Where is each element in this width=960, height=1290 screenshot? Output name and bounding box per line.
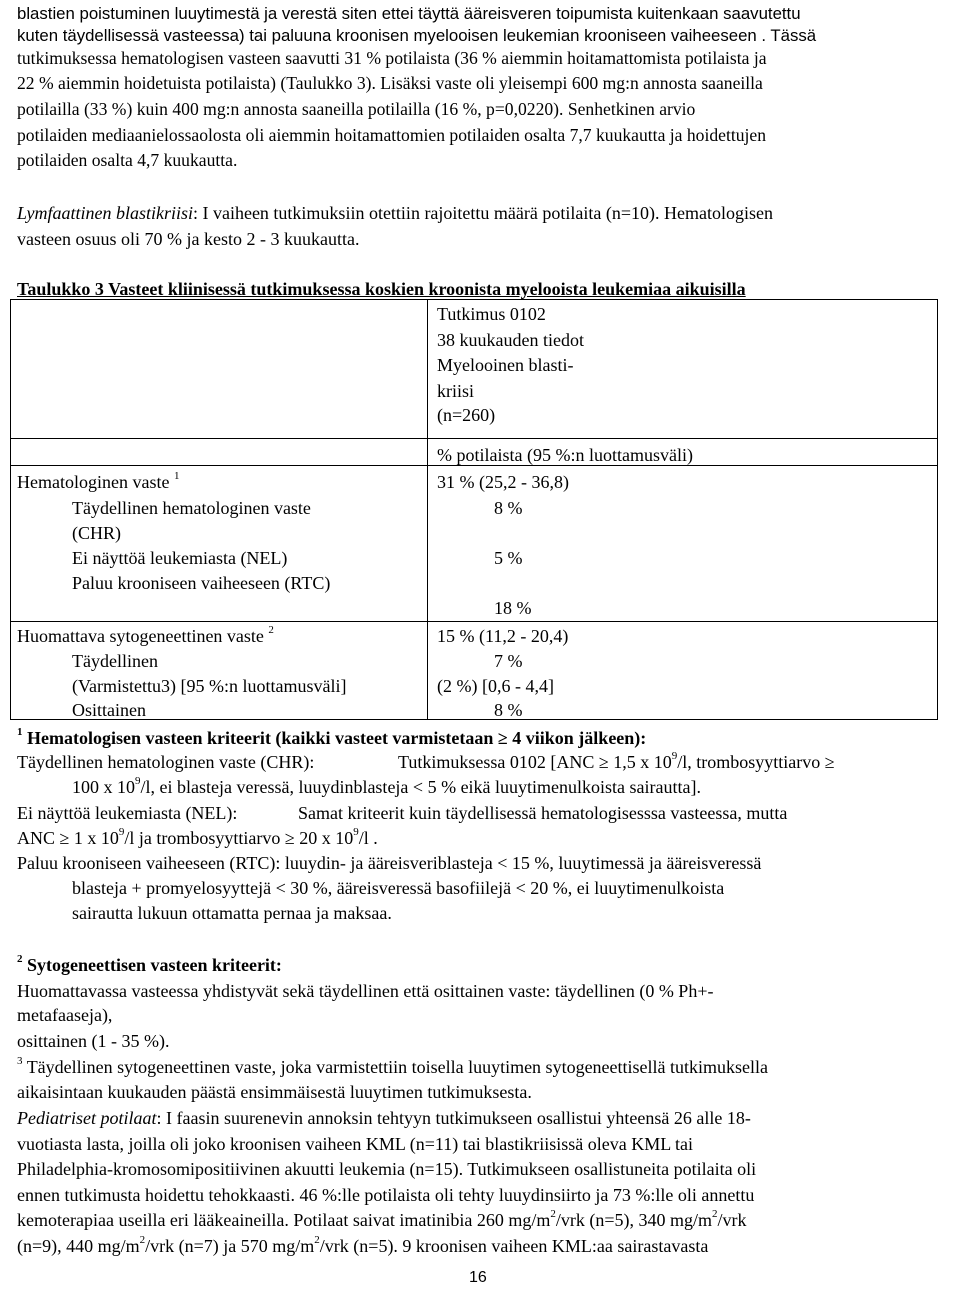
pediatric-text: /vrk (n=5), 340 mg/m bbox=[555, 1210, 712, 1230]
row-label-rtc: Paluu krooniseen vaiheeseen (RTC) bbox=[72, 573, 331, 593]
row-value-chr: 8 % bbox=[494, 498, 523, 518]
row-label-complete: Täydellinen bbox=[72, 651, 158, 671]
intro-line: potilailla (33 %) kuin 400 mg:n annosta saaneilla potilailla (16 %, p=0,0220). Senhetkinen arvio bbox=[17, 99, 696, 119]
intro-line: 22 % aiemmin hoidetuista potilaista) (Taulukko 3). Lisäksi vaste oli yleisempi 600 mg:n annosta saaneilla bbox=[17, 73, 763, 93]
footnote-line: Täydellinen sytogeneettinen vaste, joka varmistettiin toisella luuytimen sytogeneettisellä tutkimuksella bbox=[26, 1057, 769, 1077]
superscript: 2 bbox=[550, 1208, 556, 1220]
table-border bbox=[10, 438, 938, 439]
table-header-line: Myelooinen blasti- bbox=[437, 355, 574, 375]
table-border bbox=[427, 299, 428, 720]
footnote-rtc-line: blasteja + promyelosyyttejä < 30 %, ääreisveressä basofiilejä < 20 %, ei luuytimenulkoista bbox=[72, 878, 725, 898]
footnote-nel-text: ANC ≥ 1 x 10 bbox=[17, 828, 119, 848]
footnote-rtc-line: sairautta lukuun ottamatta pernaa ja maksaa. bbox=[72, 903, 392, 923]
pediatric-text: /vrk bbox=[717, 1210, 747, 1230]
row-label-partial: Osittainen bbox=[72, 700, 146, 720]
pediatric-text: kemoterapiaa useilla eri lääkeaineilla. Potilaat saivat imatinibia 260 mg/m bbox=[17, 1210, 551, 1230]
pediatric-text: /vrk (n=7) ja 570 mg/m bbox=[145, 1236, 315, 1256]
footnote-title: Hematologisen vasteen kriteerit (kaikki vasteet varmistetaan ≥ 4 viikon jälkeen): bbox=[27, 728, 647, 748]
intro-line: blastien poistuminen luuytimestä ja verestä siten ettei täyttä ääreisveren toipumista kuitenkaan saavutettu bbox=[17, 4, 801, 23]
intro-line: potilaiden osalta 4,7 kuukautta. bbox=[17, 150, 238, 170]
footnote-chr-label: Täydellinen hematologinen vaste (CHR): bbox=[17, 752, 315, 772]
footnote-marker: 1 bbox=[17, 726, 23, 738]
footnote-marker: 2 bbox=[17, 953, 23, 965]
footnote-chr-text: /l, ei blasteja veressä, luuydinblasteja < 5 % eikä luuytimenulkoista sairautta]. bbox=[140, 777, 701, 797]
lymphatic-text: : I vaiheen tutkimuksiin otettiin rajoitettu määrä potilaita (n=10). Hematologisen bbox=[192, 203, 773, 223]
superscript: 2 bbox=[711, 1208, 718, 1220]
footnote-line: metafaaseja), bbox=[17, 1005, 113, 1025]
intro-line: potilaiden mediaanielossaolosta oli aiemmin hoitamattomien potilaiden osalta 7,7 kuukautta ja hoidettujen bbox=[17, 125, 767, 145]
superscript: 2 bbox=[139, 1234, 146, 1246]
pediatric-term: Pediatriset potilaat bbox=[17, 1108, 157, 1128]
row-label-chr-abbr: (CHR) bbox=[72, 523, 121, 543]
pediatric-line: Philadelphia-kromosomipositiivinen akuutti leukemia (n=15). Tutkimukseen osallistuneita potilaita oli bbox=[17, 1159, 757, 1179]
footnote-ref: 1 bbox=[173, 470, 180, 482]
footnote-ref: 2 bbox=[268, 624, 274, 636]
footnote-nel-text: /l . bbox=[358, 828, 378, 848]
lymphatic-line: vasteen osuus oli 70 % ja kesto 2 - 3 kuukautta. bbox=[17, 229, 360, 249]
footnote-chr-text: /l, trombosyyttiarvo ≥ bbox=[677, 752, 835, 772]
pediatric-text: (n=9), 440 mg/m bbox=[17, 1236, 140, 1256]
footnote-rtc-line: Paluu krooniseen vaiheeseen (RTC): luuydin- ja ääreisveriblasteja < 15 %, luuytimessä ja ääreisveressä bbox=[17, 853, 762, 873]
table-caption: Taulukko 3 Vasteet kliinisessä tutkimuksessa koskien kroonista myelooista leukemiaa aikuisilla bbox=[17, 279, 746, 299]
table-header-line: Tutkimus 0102 bbox=[437, 304, 546, 324]
row-value-cytogenetic: 15 % (11,2 - 20,4) bbox=[437, 626, 569, 646]
footnote-nel-label: Ei näyttöä leukemiasta (NEL): bbox=[17, 803, 238, 823]
footnote-title: Sytogeneettisen vasteen kriteerit: bbox=[27, 955, 282, 975]
footnote-chr-text: 100 x 10 bbox=[72, 777, 135, 797]
footnote-marker: 3 bbox=[17, 1055, 23, 1067]
table-header-line: (n=260) bbox=[437, 405, 496, 425]
table-header-line: 38 kuukauden tiedot bbox=[437, 330, 584, 350]
superscript: 9 bbox=[118, 826, 125, 838]
lymphatic-term: Lymfaattinen blastikriisi bbox=[17, 203, 193, 223]
pediatric-line: vuotiasta lasta, joilla oli joko kroonisen vaiheen KML (n=11) tai blastikriisissä oleva KML tai bbox=[17, 1134, 694, 1154]
row-value-hematologic: 31 % (25,2 - 36,8) bbox=[437, 472, 569, 492]
intro-line: tutkimuksessa hematologisen vasteen saavutti 31 % potilaista (36 % aiemmin hoitamattomista potilaista ja bbox=[17, 48, 767, 68]
pediatric-text: : I faasin suurenevin annoksin tehtyyn tutkimukseen osallistui yhteensä 26 alle 18- bbox=[156, 1108, 751, 1128]
footnote-nel-text: /l ja trombosyyttiarvo ≥ 20 x 10 bbox=[124, 828, 354, 848]
superscript: 9 bbox=[353, 826, 359, 838]
table-border bbox=[10, 621, 938, 622]
row-label-cytogenetic: Huomattava sytogeneettinen vaste bbox=[17, 626, 264, 646]
intro-line: kuten täydellisessä vasteessa) tai paluuna kroonisen myelooisen leukemian krooniseen vaiheeseen . Tässä bbox=[17, 26, 817, 45]
table-header-line: kriisi bbox=[437, 381, 475, 401]
row-value-complete: 7 % bbox=[494, 651, 523, 671]
superscript: 9 bbox=[671, 750, 678, 762]
table-unit-row: % potilaista (95 %:n luottamusväli) bbox=[437, 445, 693, 465]
row-value-rtc: 18 % bbox=[494, 598, 532, 618]
row-label-chr: Täydellinen hematologinen vaste bbox=[72, 498, 311, 518]
row-value-confirmed: (2 %) [0,6 - 4,4] bbox=[437, 676, 554, 696]
row-value-partial: 8 % bbox=[494, 700, 523, 720]
row-label-nel: Ei näyttöä leukemiasta (NEL) bbox=[72, 548, 288, 568]
pediatric-text: /vrk (n=5). 9 kroonisen vaiheen KML:aa sairastavasta bbox=[319, 1236, 709, 1256]
row-label-hematologic: Hematologinen vaste bbox=[17, 472, 170, 492]
pediatric-line: ennen tutkimusta hoidettu tehokkaasti. 46 %:lle potilaista oli tehty luuydinsiirto ja 73 %:lle oli annettu bbox=[17, 1185, 755, 1205]
table-border bbox=[10, 299, 938, 300]
table-border bbox=[10, 299, 11, 720]
table-border bbox=[10, 719, 938, 720]
table-border bbox=[937, 299, 938, 720]
superscript: 2 bbox=[314, 1234, 320, 1246]
footnote-chr-text: Tutkimuksessa 0102 [ANC ≥ 1,5 x 10 bbox=[398, 752, 672, 772]
row-label-confirmed: (Varmistettu3) [95 %:n luottamusväli] bbox=[72, 676, 347, 696]
footnote-nel-text: Samat kriteerit kuin täydellisessä hematologisesssa vasteessa, mutta bbox=[298, 803, 788, 823]
row-value-nel: 5 % bbox=[494, 548, 523, 568]
page-number: 16 bbox=[469, 1269, 487, 1286]
superscript: 9 bbox=[135, 775, 141, 787]
footnote-line: Huomattavassa vasteessa yhdistyvät sekä täydellinen että osittainen vaste: täydellinen (0 % Ph+- bbox=[17, 981, 714, 1001]
footnote-line: osittainen (1 - 35 %). bbox=[17, 1031, 170, 1051]
footnote-line: aikaisintaan kuukauden päästä ensimmäisestä luuytimen tutkimuksesta. bbox=[17, 1082, 532, 1102]
